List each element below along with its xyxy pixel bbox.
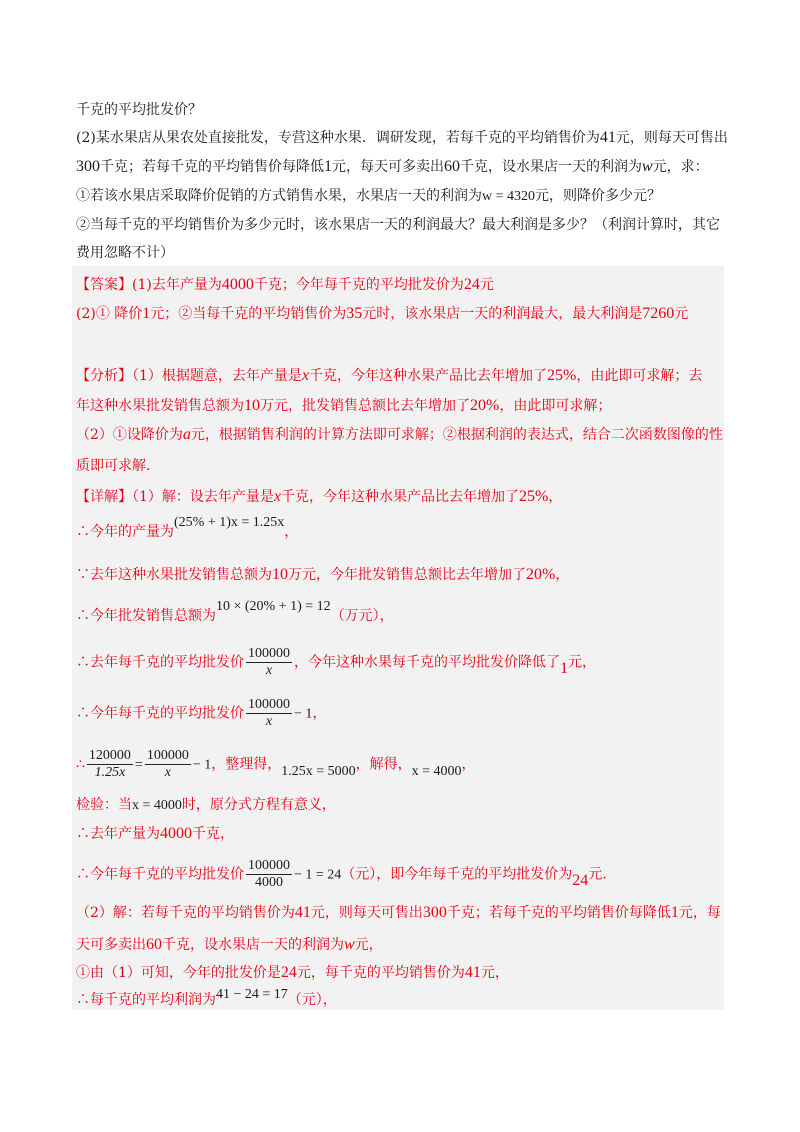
detail-line-1: 【详解】（1）解：设去年产量是x千克，今年这种水果产品比去年增加了25%， (76, 488, 563, 505)
question-line-1: 千克的平均批发价？ (76, 102, 202, 118)
detail-line-12: 天可多卖出60千克，设水果店一天的利润为w元， (76, 936, 383, 953)
question-line-6: 费用忽略不计） (76, 245, 174, 261)
analysis-line-3: （2）①设降价为a元，根据销售利润的计算方法即可求解；②根据利润的表达式，结合二次函数图像的性 (76, 426, 723, 443)
question-line-3: 300千克；若每千克的平均销售价每降低1元，每天可多卖出60千克，设水果店一天的利润为w元，求： (76, 158, 709, 175)
fraction-100000-over-x-2: $\frac{100000}{x}$ (248, 697, 290, 729)
question-line-2: (2)某水果店从果农处直接批发，专营这种水果．调研发现，若每千克的平均销售价为41元，则每天可售出 (76, 129, 728, 146)
detail-line-6: ∴今年每千克的平均批发价 $\frac{100000}{x}$ − 1， (76, 697, 327, 729)
detail-line-13: ①由（1）可知，今年的批发价是24元，每千克的平均销售价为41元， (76, 964, 509, 981)
detail-line-4: ∴今年批发销售总额为10 × (20% + 1) = 12（万元）， (76, 599, 394, 624)
detail-line-9: ∴去年产量为4000千克， (76, 825, 234, 842)
question-line-5: ②当每千克的平均销售价为多少元时，该水果店一天的利润最大？最大利润是多少？（利润计算时，其它 (76, 217, 720, 233)
detail-line-11: （2）解：若每千克的平均销售价为41元，则每天可售出300千克；若每千克的平均销售价每降低1元，每 (76, 904, 721, 921)
detail-line-3: ∵去年这种水果批发销售总额为10万元，今年批发销售总额比去年增加了20%， (76, 566, 570, 583)
detail-line-5: ∴去年每千克的平均批发价 $\frac{100000}{x}$ ，今年这种水果每千克的平均批发价降低了1元， (76, 646, 596, 678)
detail-line-14: ∴每千克的平均利润为41 − 24 = 17（元）， (76, 987, 337, 1008)
answer-line-1: 【答案】(1)去年产量为4000千克；今年每千克的平均批发价为24元 (76, 276, 494, 293)
question-line-4: ①若该水果店采取降价促销的方式销售水果，水果店一天的利润为w = 4320元，则降价多少元？ (76, 188, 662, 204)
detail-line-7: ∴ $\frac{120000}{1.25x}$ = $\frac{100000}{x}$ − 1，整理得，1.25x = 5000，解得，x = 4000， (76, 748, 476, 780)
analysis-line-1: 【分析】（1）根据题意，去年产量是x千克，今年这种水果产品比去年增加了25%，由此即可求解；去 (76, 367, 703, 384)
fraction-100000-over-x-3: $\frac{100000}{x}$ (146, 748, 189, 780)
detail-line-2: ∴今年的产量为(25% + 1)x = 1.25x， (76, 515, 299, 540)
fraction-100000-over-4000: $\frac{100000}{4000}$ (248, 858, 290, 890)
detail-line-8: 检验：当x = 4000时，原分式方程有意义， (76, 797, 336, 813)
fraction-120000-over-1-25x: $\frac{120000}{1.25x}$ (88, 748, 131, 780)
analysis-line-2: 年这种水果批发销售总额为10万元，批发销售总额比去年增加了20%，由此即可求解； (76, 397, 612, 414)
fraction-100000-over-x: $\frac{100000}{x}$ (248, 646, 290, 678)
analysis-line-4: 质即可求解． (76, 458, 160, 474)
answer-line-2: (2)① 降价1元；②当每千克的平均销售价为35元时，该水果店一天的利润最大，最大利润是7260元 (76, 305, 689, 322)
detail-line-10: ∴今年每千克的平均批发价 $\frac{100000}{4000}$ − 1 = 24（元），即今年每千克的平均批发价为24元． (76, 858, 617, 890)
